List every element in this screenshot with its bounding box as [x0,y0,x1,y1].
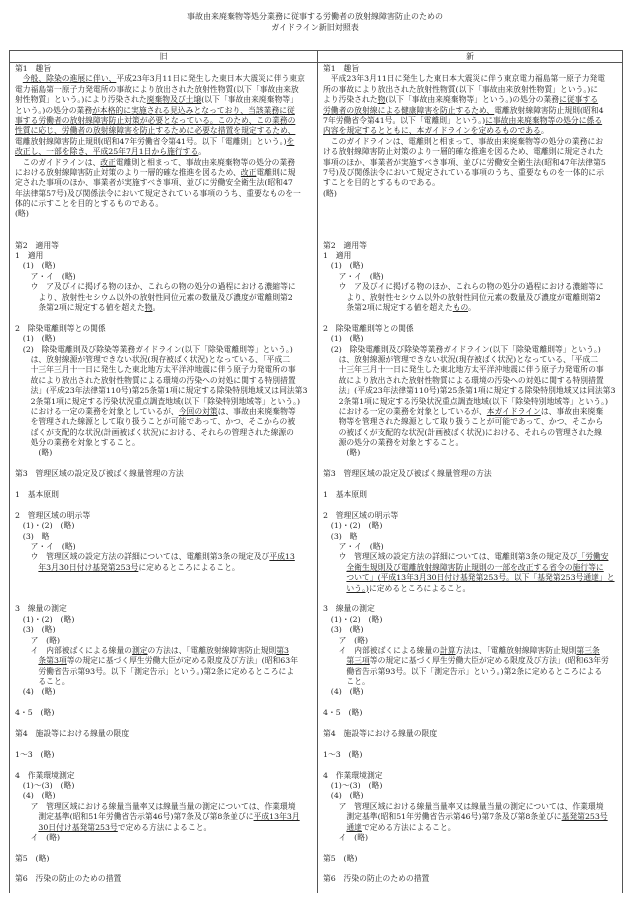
amended-text: 平成13 [269,552,295,562]
new-text-cell [318,511,623,605]
text-segment: 。 [540,126,549,136]
amended-text: 条第3項 [38,656,67,666]
text-line [323,126,620,136]
table-row [10,490,623,511]
text-segment: 。 [152,303,161,312]
text-line: ア 管理区域における線量当量率又は線量当量の測定については、作業環境 [15,801,296,811]
text-line: 4 作業環境測定 [15,770,75,780]
text-segment: 。 [198,147,207,157]
text-segment [323,656,346,665]
text-line: (3) (略) [15,625,56,635]
text-segment: 条第2項に規定する値を超えた [15,303,145,312]
text-line [323,812,620,822]
text-segment: に定めるところによること。 [368,583,471,593]
text-line: 1～3 (略) [15,749,55,759]
amended-text: 今般、除染の進展に伴い、 [22,74,117,84]
text-line: 2条第1項に規定する汚染状況重点調査地域(以下「除染特別地域等」という。) [15,396,300,406]
text-segment: 測定基準(昭和51年労働省告示第46号)第7条及び第8条並びに [15,812,254,822]
text-line: 2 管理区域の明示等 [323,510,399,520]
table-row [10,771,623,854]
text-line: 1 基本原則 [15,490,59,500]
amended-text: 内容を規定するとともに、本ガイドラインを定めるものである [323,126,541,136]
text-line: 第5 (略) [15,853,50,863]
amended-text: ついて」(平成13年3月30日付け基発第253号。以下「基発第253号通達」と [346,573,615,583]
text-line: ア (略) [15,635,61,645]
text-line: 1 適用 [323,251,352,261]
text-segment: 等の規定に基づく厚生労働大臣が定める限度及び方法」(昭和63年労 [369,656,609,666]
text-line: 1 基本原則 [323,490,367,500]
text-line: イ (略) [323,832,369,842]
text-line [323,552,620,562]
text-line: 第3 管理区域の設定及び被ばく線量管理の方法 [15,469,184,479]
text-line: (1)～(3) (略) [323,780,383,790]
text-line: 2条第1項に規定する汚染状況重点調査地域(以下「除染特別地域等」という。) [323,396,608,406]
old-text-cell [10,490,318,511]
text-line: を管理された線源として取り扱うことが可能であって、かつ、そこからの被 [15,417,296,427]
text-line [323,95,620,105]
text-line: (4) (略) [15,687,56,697]
amended-text: 通達 [346,822,362,832]
new-text-cell [318,63,623,241]
text-line [15,74,315,84]
text-segment: における放射線障害防止対策のより一層的確な推進を図るため、 [15,167,241,177]
amended-text: 本ガイドライン [486,406,541,416]
text-line [15,95,315,105]
text-line: (1) (略) [15,261,56,271]
text-line: (4) (略) [323,687,364,697]
table-row [10,241,623,324]
text-segment: より汚染された [323,95,378,105]
text-line: ウ ア及びイに掲げる物のほか、これらの物の処分の過程における濃縮等に [323,282,604,292]
text-line: 定された事項のほか、事業者が実施すべき事項、並びに労働安全衛生法(昭和47 [15,178,293,188]
text-line: こと。 [323,677,370,687]
text-segment: 電離則と相まって、事故由来廃棄物等の処分の業務 [115,157,296,167]
old-text-cell [10,854,318,875]
text-line: より、放射性セシウム以外の放射性同位元素の数量及び濃度が電離則第2 [323,292,601,302]
text-line [15,158,315,168]
amended-text: 性質に応じ、労働者の放射線障害を防止するために必要な措置を規定するため、 [15,126,296,136]
text-line: ア・イ (略) [323,271,384,281]
text-segment [15,563,38,572]
amended-text: 改正 [100,157,116,167]
text-segment [323,823,346,832]
text-segment: で定める方法によること。 [361,822,456,832]
amended-text: 事する労働者の放射線障害防止対策が必要となっている。このため、この業務の [15,115,296,125]
amended-text: 改正 [240,167,257,177]
amended-text: 全衛生規則及び電離放射線障害防止規則の一部を改正する省令の施行等に [346,562,604,572]
amended-text: 30日付け基発第253号 [38,822,118,832]
text-line: ア 管理区域における線量当量率又は線量当量の測定については、作業環境 [323,801,604,811]
amended-text: に従事する [559,95,599,105]
text-line: 1 適用 [15,251,44,261]
text-segment: で定める方法によること。 [117,822,212,832]
text-segment [323,584,346,593]
text-line: 体的に示すことを目的とするものである。 [15,199,164,209]
text-line: 第2 適用等 [323,240,367,250]
text-line: 4・5 (略) [323,708,363,718]
text-line: 4・5 (略) [15,708,55,718]
new-text-cell [318,771,623,854]
text-line: 十三年三月十一日に発生した東北地方太平洋沖地震に伴う原子力発電所の事 [15,365,296,375]
new-text-cell [318,241,623,324]
new-text-cell [318,490,623,511]
text-line: 電力福島第一原子力発電所の事故により放出された放射性物質(以下「事故由来放 [15,84,299,94]
old-text-cell [10,469,318,490]
text-line: 十三年三月十一日に発生した東北地方太平洋沖地震に伴う原子力発電所の事 [323,365,604,375]
text-line: 事項のほか、事業者が実施すべき事項、並びに労働安全衛生法(昭和47年法律第5 [323,157,606,167]
text-line: 7号)及び関係法令において規定されている事項のうち、重要なものを一体的に示 [323,167,604,177]
amended-text: 年3月30日付け基発第253号 [38,562,139,572]
text-line: ア・イ (略) [323,541,384,551]
text-line: 第1 趣旨 [15,64,52,73]
text-line [15,147,315,157]
text-segment: 射性物質」という。)により汚染された [15,95,147,105]
text-line: (4) (略) [323,791,364,801]
text-line [323,106,620,116]
text-line: (2) 除染電離則及び除染等業務ガイドライン(以下「除染電離則等」という。) [15,344,293,354]
old-text-cell [10,511,318,605]
new-text-cell [318,750,623,771]
table-row [10,874,623,892]
text-segment: 平成23年3月11日に発生した東日本大震災に伴う東京 [116,74,305,84]
old-text-cell [10,750,318,771]
text-line: (3) 略 [15,531,50,541]
amended-text: 基発第253号 [561,812,608,822]
old-text-cell [10,729,318,750]
text-segment: 測定基準(昭和51年労働省告示第46号)第7条及び第8条並びに [323,812,562,822]
amended-text: いう。) [346,583,369,593]
amended-text: 第三条 [576,645,600,655]
text-line: 故により放出された放射性物質による環境の汚染への対処に関する特別措置 [15,375,296,385]
text-line: ア・イ (略) [15,271,76,281]
new-text-cell [318,469,623,490]
amended-text: 今回の対策 [178,406,218,416]
amended-text: 第三項 [346,656,370,666]
text-segment: は、事故由来廃棄 [540,406,604,416]
amended-text: 物 [377,95,386,105]
table-row [10,324,623,469]
text-line: ウ ア及びイに掲げる物のほか、これらの物の処分の過程における濃縮等に [15,282,296,292]
text-line: 働省告示第93号。以下「測定告示」という。)第2条に定めるところによる [323,666,603,676]
text-segment [323,563,346,572]
text-line: (1)～(3) (略) [15,780,75,790]
text-line: (3) (略) [323,625,364,635]
amended-text: 測定 [131,645,148,655]
amended-text: 労働者の放射線による健康障害を防止するため、 [323,105,495,115]
old-text-cell [10,604,318,708]
text-line: 処分の業務を対象とすること。 [15,438,140,448]
text-line [15,168,315,178]
text-line [323,303,620,313]
text-line: 2 除染電離則等との関係 [323,323,414,333]
text-line: 故により放出された放射性物質による環境の汚染への対処に関する特別措置 [323,375,604,385]
text-line: 3 線量の測定 [323,604,375,614]
text-line: (1)・(2) (略) [15,521,75,531]
text-line [15,812,315,822]
text-line: 平成23年3月11日に発生した東日本大震災に伴う東京電力福島第一原子力発電 [323,74,606,84]
old-column-header: 旧 [10,51,318,63]
text-segment: ウ 管理区域の設定方法の詳細については、電離則第3条の規定及び [323,552,578,562]
text-line: の被ばくが支配的な状況(計画被ばく状況)における、それらの管理された線 [323,427,602,437]
comparison-table [9,50,623,893]
text-line: (4) (略) [15,791,56,801]
text-line [15,823,315,833]
new-text-cell [318,854,623,875]
text-line: ばくが支配的な状況(計画被ばく状況)における、それらの管理された線源の [15,427,294,437]
text-line: 3 線量の測定 [15,604,67,614]
text-line: (2) 除染電離則及び除染等業務ガイドライン(以下「除染電離則等」という。) [323,344,601,354]
text-line: 第6 汚染の防止のための措置 [15,874,122,884]
new-text-cell [318,708,623,729]
text-segment: に定めるところによること。 [138,562,240,572]
text-line: (略) [323,448,361,458]
text-line [15,656,315,666]
text-line: (1)・(2) (略) [323,614,383,624]
text-segment: 方法は、「電離放射線障害防止規則 [455,645,577,655]
table-row [10,469,623,490]
text-segment: 等の規定に基づく厚生労働大臣が定める限度及び方法」(昭和63年 [66,656,299,666]
table-row [10,750,623,771]
text-line: このガイドラインは、電離則と相まって、事故由来廃棄物等の処分の業務にお [323,136,604,146]
text-line: (略) [15,209,29,219]
text-segment: は、事故由来廃棄物等 [217,406,296,416]
amended-text: もの [452,303,469,312]
text-line: 4 作業環境測定 [323,770,383,780]
amended-text: 第3 [276,645,289,655]
text-segment: 電離放射線障害防止規則(昭和4 [494,105,604,115]
new-text-cell [318,604,623,708]
text-line [15,126,315,136]
text-segment [15,74,23,83]
text-segment [15,823,38,832]
table-body [10,63,623,893]
text-line [323,407,620,417]
text-line [323,656,620,666]
amended-text: 廃棄物及び土壌 [146,95,202,105]
text-line: 所の事故により放出された放射性物質(以下「事故由来放射性物質」という。)に [323,84,599,94]
table-row [10,63,623,241]
old-text-cell [10,874,318,892]
amended-text: 物 [144,303,153,312]
text-line: すことを目的とするものである。 [323,178,440,188]
text-line [15,116,315,126]
text-segment [323,573,346,582]
text-segment: イ 内部被ばくによる線量の [15,645,132,655]
text-line [15,552,315,562]
table-row [10,729,623,750]
text-line: 第3 管理区域の設定及び被ばく線量管理の方法 [323,469,492,479]
text-line: 第4 施設等における線量の限度 [15,729,130,739]
new-column-header: 新 [318,51,623,63]
text-segment: における一定の業務を対象としているが、 [323,406,487,416]
text-line: (略) [15,448,53,458]
text-segment: ウ 管理区域の設定方法の詳細については、電離則第3条の規定及び [15,552,270,562]
text-line [15,563,315,573]
text-line [15,407,315,417]
text-line: 2 管理区域の明示等 [15,510,91,520]
table-header-row [10,51,623,63]
old-text-cell [10,771,318,854]
new-text-cell [318,874,623,892]
text-segment: (以下「事故由来廃棄物等」という。)の処分の業務 [385,95,560,105]
text-segment: このガイドラインは、 [15,157,101,167]
text-line: (1) (略) [323,261,364,271]
text-line: (1)・(2) (略) [323,521,383,531]
text-segment: (以下「事故由来廃棄物等」 [201,95,298,105]
amended-text: 改正し、一部を除き、平成25年7月1日から施行する [15,147,199,157]
text-line [323,823,620,833]
table-row [10,511,623,605]
old-text-cell [10,708,318,729]
new-text-cell [318,729,623,750]
text-line: より、放射性セシウム以外の放射性同位元素の数量及び濃度が電離則第2 [15,292,293,302]
text-line: 年法律第57号)及び関係法令において規定されている事項のうち、重要なものを一 [15,188,301,198]
text-line: 2 除染電離則等との関係 [15,323,106,333]
text-line [15,137,315,147]
text-line: ること。 [15,677,70,687]
text-line: は、放射線源が管理できない状況(現存被ばく状況)となっている、「平成二 [323,354,599,364]
text-segment: イ 内部被ばくによる線量の [323,645,440,655]
text-segment: という。)の処分の業務 [15,105,93,115]
amended-text: 計算 [439,645,456,655]
amended-text: が本格的に実施される見込みとなっており、当該業務に従 [92,105,295,115]
text-line: ア (略) [323,635,369,645]
text-line [15,106,315,116]
old-text-cell [10,63,318,241]
new-text-cell [318,324,623,469]
text-segment: 7年労働省令第41号。以下「電離則」という。) [323,115,486,125]
text-line: 源の処分の業務を対象とすること。 [323,438,464,448]
text-line: 第1 趣旨 [323,64,360,73]
text-segment: 電離則に規 [256,167,296,177]
text-line [323,116,620,126]
amended-text: 「労働安 [577,552,609,562]
text-segment: 条第2項に規定する値を超えた [323,303,453,312]
text-line [15,303,315,313]
text-segment: における一定の業務を対象としているが、 [15,406,179,416]
text-line: イ (略) [15,832,61,842]
amended-text: に事故由来廃棄物等の処分に係る [485,115,603,125]
text-line: 法」(平成23年法律第110号)第25条第1項に規定する除染特別地域又は同法第3 [15,386,308,396]
text-line: ア・イ (略) [15,541,76,551]
text-line: (1) (略) [15,334,56,344]
text-segment: の方法は、「電離放射線障害防止規則 [147,645,277,655]
document-title-line-2: ガイドライン新旧対照表 [271,23,359,32]
text-line: (1) (略) [323,334,364,344]
text-segment: 。 [468,303,476,312]
text-line: 労働省告示第93号。以下「測定告示」という。)第2条に定めるところによ [15,666,295,676]
table-row [10,604,623,708]
table-row [10,854,623,875]
amended-text: 平成13年3月 [253,812,300,822]
text-segment: 電離放射線障害防止規則(昭和47年労働省令第41号。以下「電離則」という。) [15,136,287,146]
text-line: (略) [323,188,337,198]
text-line: (1)・(2) (略) [15,614,75,624]
table-row [10,708,623,729]
document-title-line-1: 事故由来廃棄物等処分業務に従事する労働者の放射線障害防止のための [187,12,443,21]
old-text-cell [10,324,318,469]
text-line: 第4 施設等における線量の限度 [323,729,438,739]
text-line [15,646,315,656]
text-line: は、放射線源が管理できない状況(現存被ばく状況)となっている、「平成二 [15,354,291,364]
text-line: 第6 汚染の防止のための措置 [323,874,430,884]
text-line: 第5 (略) [323,853,358,863]
amended-text: を [286,136,295,146]
old-text-cell [10,241,318,324]
text-line: ける放射線障害防止対策のより一層的確な推進を図るため、電離則に規定された [323,147,604,157]
text-line [323,584,620,594]
text-line [323,563,620,573]
text-line: (3) 略 [323,531,358,541]
text-line: 第2 適用等 [15,240,59,250]
text-segment [15,656,38,665]
text-line: 1～3 (略) [323,749,363,759]
text-line: 物等を管理された線源として取り扱うことが可能であって、かつ、そこから [323,417,604,427]
text-line [323,646,620,656]
text-line [323,573,620,583]
text-line: 法」(平成23年法律第110号)第25条第1項に規定する除染特別地域又は同法第3 [323,386,616,396]
